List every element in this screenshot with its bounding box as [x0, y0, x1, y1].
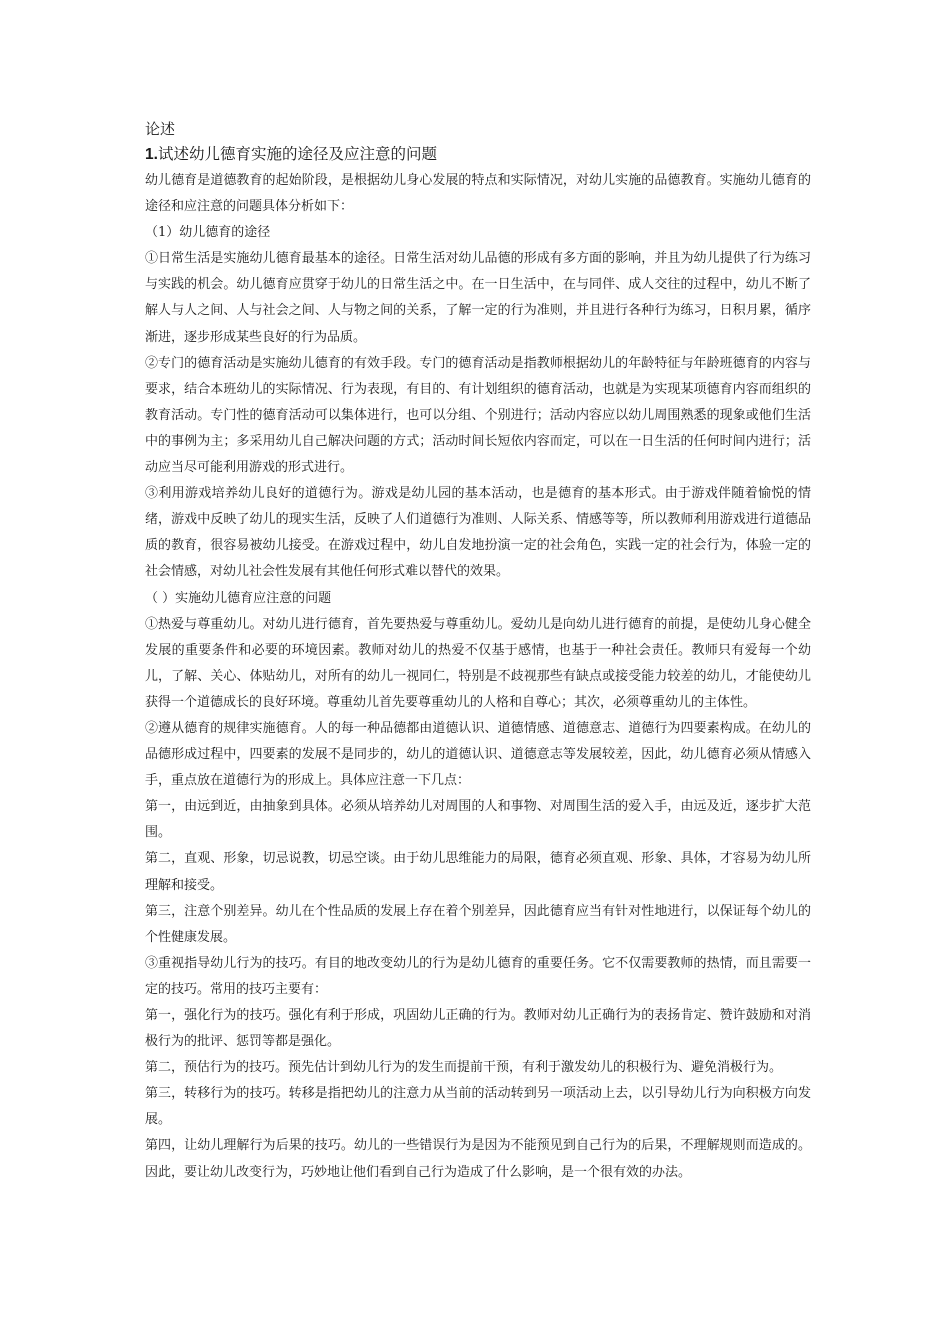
- paragraph-technique-3: 第三，转移行为的技巧。转移是指把幼儿的注意力从当前的活动转到另一项活动上去，以引导幼儿行为向积极方向发展。: [145, 1086, 811, 1128]
- paragraph-intro: 幼儿德育是道德教育的起始阶段，是根据幼儿身心发展的特点和实际情况，对幼儿实施的品德教育。实施幼儿德育的途径和应注意的问题具体分析如下：: [145, 173, 811, 215]
- paragraph-issue-2-point-1: 第一，由远到近，由抽象到具体。必须从培养幼儿对周围的人和事物、对周围生活的爱入手，由远及近，逐步扩大范围。: [145, 799, 811, 841]
- paragraph-technique-4: 第四，让幼儿理解行为后果的技巧。幼儿的一些错误行为是因为不能预见到自己行为的后果，不理解规则而造成的。因此，要让幼儿改变行为，巧妙地让他们看到自己行为造成了什么影响，是一个很有效的办法。: [145, 1138, 811, 1180]
- document-page: [145, 117, 811, 1186]
- paragraph-approach-2: ②专门的德育活动是实施幼儿德育的有效手段。专门的德育活动是指教师根据幼儿的年龄特征与年龄班德育的内容与要求，结合本班幼儿的实际情况、行为表现，有目的、有计划组织的德育活动，也就是为实现某项德育内容而组织的教育活动。专门性的德育活动可以集体进行，也可以分组、个别进行；活动内容应以幼儿周围熟悉的现象或他们生活中的事例为主；多采用幼儿自己解决问题的方式；活动时间长短依内容而定，可以在一日生活的任何时间内进行；活动应当尽可能利用游戏的形式进行。: [145, 355, 811, 476]
- paragraph-technique-1: 第一，强化行为的技巧。强化有利于形成，巩固幼儿正确的行为。教师对幼儿正确行为的表扬肯定、赞许鼓励和对消极行为的批评、惩罚等都是强化。: [145, 1008, 811, 1050]
- paragraph-issue-3: ③重视指导幼儿行为的技巧。有目的地改变幼儿的行为是幼儿德育的重要任务。它不仅需要教师的热情，而且需要一定的技巧。常用的技巧主要有：: [145, 955, 811, 997]
- paragraph-approach-3: ③利用游戏培养幼儿良好的道德行为。游戏是幼儿园的基本活动，也是德育的基本形式。由于游戏伴随着愉悦的情绪，游戏中反映了幼儿的现实生活，反映了人们道德行为准则、人际关系、情感等等，所以教师利用游戏进行道德品质的教育，很容易被幼儿接受。在游戏过程中，幼儿自发地扮演一定的社会角色，实践一定的社会行为，体验一定的社会情感，对幼儿社会性发展有其他任何形式难以替代的效果。: [145, 486, 811, 580]
- paragraph-issue-2: ②遵从德育的规律实施德育。人的每一种品德都由道德认识、道德情感、道德意志、道德行为四要素构成。在幼儿的品德形成过程中，四要素的发展不是同步的，幼儿的道德认识、道德意志等发展较差，因此，幼儿德育必须从情感入手，重点放在道德行为的形成上。具体应注意一下几点：: [145, 720, 811, 789]
- paragraph-issue-2-point-2: 第二，直观、形象，切忌说教，切忌空谈。由于幼儿思维能力的局限，德育必须直观、形象、具体，才容易为幼儿所理解和接受。: [145, 851, 811, 893]
- question-number: 1.: [145, 146, 158, 163]
- subheading-approaches: （1）幼儿德育的途径: [145, 225, 271, 241]
- question-title: [145, 141, 811, 168]
- section-label: 论述: [145, 120, 176, 138]
- paragraph-technique-2: 第二，预估行为的技巧。预先估计到幼儿行为的发生而提前干预，有利于激发幼儿的积极行为、避免消极行为。: [145, 1060, 783, 1076]
- paragraph-issue-2-point-3: 第三，注意个别差异。幼儿在个性品质的发展上存在着个别差异，因此德育应当有针对性地进行，以保证每个幼儿的个性健康发展。: [145, 903, 811, 945]
- question-text: 试述幼儿德育实施的途径及应注意的问题: [157, 145, 437, 163]
- subheading-issues: （ ）实施幼儿德育应注意的问题: [145, 590, 332, 606]
- paragraph-issue-1: ①热爱与尊重幼儿。对幼儿进行德育，首先要热爱与尊重幼儿。爱幼儿是向幼儿进行德育的前提，是使幼儿身心健全发展的重要条件和必要的环境因素。教师对幼儿的热爱不仅基于感情，也基于一种社会责任。教师只有爱每一个幼儿，了解、关心、体贴幼儿，对所有的幼儿一视同仁，特别是不歧视那些有缺点或接受能力较差的幼儿，才能使幼儿获得一个道德成长的良好环境。尊重幼儿首先要尊重幼儿的人格和自尊心；其次，必须尊重幼儿的主体性。: [145, 616, 811, 710]
- paragraph-approach-1: ①日常生活是实施幼儿德育最基本的途径。日常生活对幼儿品德的形成有多方面的影响，并且为幼儿提供了行为练习与实践的机会。幼儿德育应贯穿于幼儿的日常生活之中。在一日生活中，在与同伴、成人交往的过程中，幼儿不断了解人与人之间、人与社会之间、人与物之间的关系，了解一定的行为准则，并且进行各种行为练习，日积月累，循序渐进，逐步形成某些良好的行为品质。: [145, 251, 811, 345]
